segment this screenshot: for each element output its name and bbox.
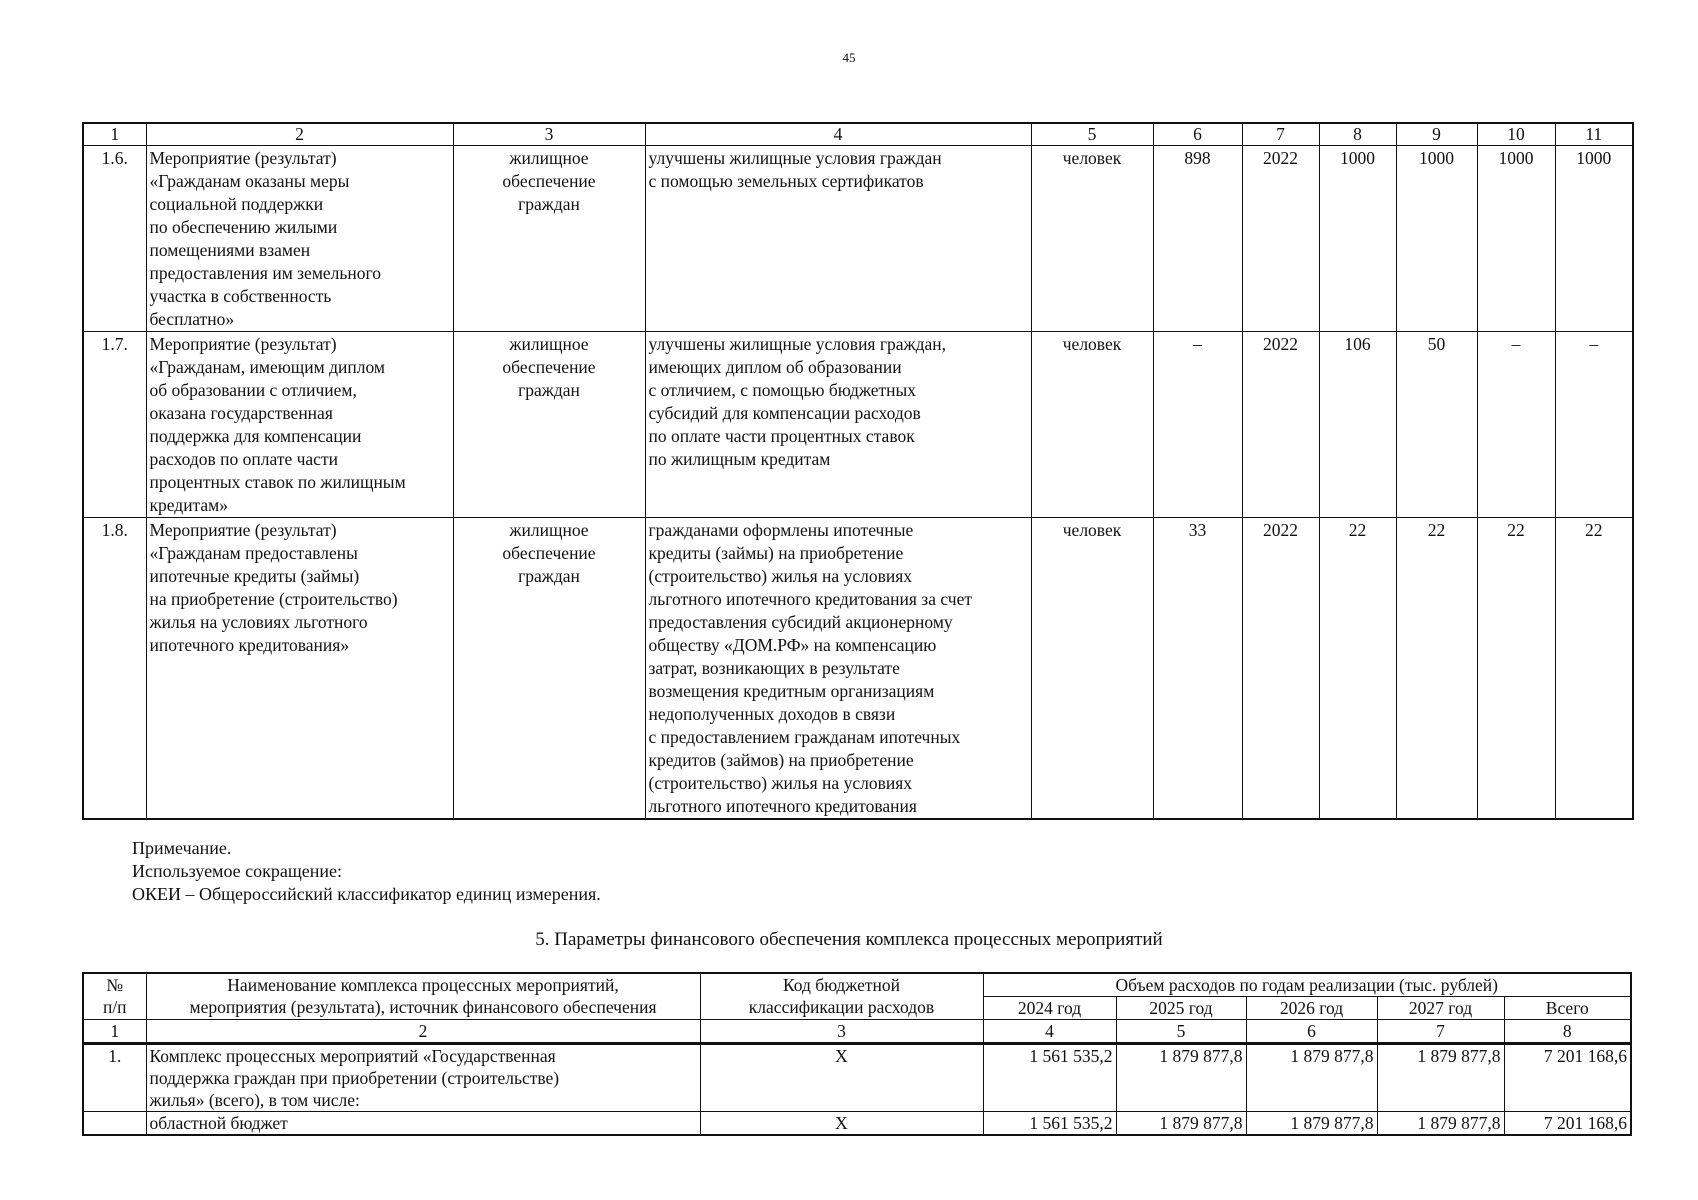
value-2024-cell: 106 <box>1319 332 1396 518</box>
column-number-row <box>83 1020 1631 1044</box>
header-year-2025: 2025 год <box>1116 997 1246 1020</box>
header-total: Всего <box>1504 997 1631 1020</box>
header-year-2027: 2027 год <box>1377 997 1504 1020</box>
column-number: 2 <box>146 123 453 146</box>
value-2025-cell: 1000 <box>1396 146 1477 332</box>
measure-name: Мероприятие (результат) «Гражданам предоставлены ипотечные кредиты (займы) на приобретение (строительство) жилья на условиях льготного ипотечного кредитования» <box>146 518 453 820</box>
column-number: 8 <box>1504 1020 1631 1044</box>
row-number: 1.7. <box>83 332 146 518</box>
column-number: 3 <box>700 1020 983 1044</box>
table-row <box>83 518 1633 820</box>
amount-total: 7 201 168,6 <box>1504 1044 1631 1112</box>
value-2026-cell: 22 <box>1477 518 1555 820</box>
unit-cell: человек <box>1031 146 1153 332</box>
row-number: 1.8. <box>83 518 146 820</box>
column-number: 4 <box>983 1020 1116 1044</box>
column-number: 8 <box>1319 123 1396 146</box>
value-2026-cell: 1000 <box>1477 146 1555 332</box>
column-number: 5 <box>1116 1020 1246 1044</box>
amount-2024: 1 561 535,2 <box>983 1044 1116 1112</box>
header-year-2026: 2026 год <box>1246 997 1377 1020</box>
column-number: 7 <box>1242 123 1319 146</box>
result-description: гражданами оформлены ипотечные кредиты (займы) на приобретение (строительство) жилья на условиях льготного ипотечного кредитования за счет предоставления субсидий акционерному обществу «ДОМ.РФ» на компенсацию затрат, возникающих в результате возмещения кредитным организациям недополученных доходов в связи с предоставлением гражданам ипотечных кредитов (займов) на приобретение (строительство) жилья на условиях льготного ипотечного кредитования <box>645 518 1031 820</box>
column-number: 4 <box>645 123 1031 146</box>
amount-2027: 1 879 877,8 <box>1377 1044 1504 1112</box>
column-number: 11 <box>1555 123 1633 146</box>
amount-2025: 1 879 877,8 <box>1116 1112 1246 1136</box>
value-2025-cell: 22 <box>1396 518 1477 820</box>
base-year-cell: 2022 <box>1242 518 1319 820</box>
base-value-cell: 33 <box>1153 518 1242 820</box>
complex-name: Комплекс процессных мероприятий «Государственная поддержка граждан при приобретении (строительстве) жилья» (всего), в том числе: <box>146 1044 700 1112</box>
budget-code: Х <box>700 1112 983 1136</box>
value-2024-cell: 1000 <box>1319 146 1396 332</box>
column-number: 6 <box>1153 123 1242 146</box>
header-expense-volume: Объем расходов по годам реализации (тыс. рублей) <box>983 973 1631 997</box>
column-number: 10 <box>1477 123 1555 146</box>
base-year-cell: 2022 <box>1242 146 1319 332</box>
column-number-row <box>83 123 1633 146</box>
amount-2024: 1 561 535,2 <box>983 1112 1116 1136</box>
notes-block <box>132 837 601 906</box>
unit-cell: человек <box>1031 518 1153 820</box>
header-row <box>83 973 1631 997</box>
header-budget-code: Код бюджетной классификации расходов <box>700 973 983 1020</box>
result-description: улучшены жилищные условия граждан с помощью земельных сертификатов <box>645 146 1031 332</box>
base-value-cell: 898 <box>1153 146 1242 332</box>
budget-code: Х <box>700 1044 983 1112</box>
note-abbreviation: ОКЕИ – Общероссийский классификатор единиц измерения. <box>132 884 601 904</box>
note-abbreviation-heading: Используемое сокращение: <box>132 861 342 881</box>
value-2026-cell: – <box>1477 332 1555 518</box>
note-heading: Примечание. <box>132 838 232 858</box>
table-row <box>83 1112 1631 1136</box>
section-title: 5. Параметры финансового обеспечения комплекса процессных мероприятий <box>535 929 1163 950</box>
value-2024-cell: 22 <box>1319 518 1396 820</box>
row-number: 1. <box>83 1044 146 1112</box>
value-2027-cell: 1000 <box>1555 146 1633 332</box>
measure-name: Мероприятие (результат) «Гражданам, имеющим диплом об образовании с отличием, оказана государственная поддержка для компенсации расходов по оплате части процентных ставок по жилищным кредитам» <box>146 332 453 518</box>
header-number: № п/п <box>83 973 146 1020</box>
measure-name: Мероприятие (результат) «Гражданам оказаны меры социальной поддержки по обеспечению жилыми помещениями взамен предоставления им земельного участка в собственность бесплатно» <box>146 146 453 332</box>
column-number: 1 <box>83 123 146 146</box>
measures-table <box>82 122 1634 820</box>
column-number: 9 <box>1396 123 1477 146</box>
result-description: улучшены жилищные условия граждан, имеющих диплом об образовании с отличием, с помощью бюджетных субсидий для компенсации расходов по оплате части процентных ставок по жилищным кредитам <box>645 332 1031 518</box>
finance-table <box>82 972 1632 1136</box>
header-year-2024: 2024 год <box>983 997 1116 1020</box>
table-row <box>83 146 1633 332</box>
row-number <box>83 1112 146 1136</box>
column-number: 1 <box>83 1020 146 1044</box>
base-year-cell: 2022 <box>1242 332 1319 518</box>
unit-cell: человек <box>1031 332 1153 518</box>
column-number: 7 <box>1377 1020 1504 1044</box>
table-row <box>83 332 1633 518</box>
value-2027-cell: 22 <box>1555 518 1633 820</box>
measure-type: жилищное обеспечение граждан <box>453 332 645 518</box>
value-2027-cell: – <box>1555 332 1633 518</box>
amount-2026: 1 879 877,8 <box>1246 1044 1377 1112</box>
column-number: 3 <box>453 123 645 146</box>
measure-type: жилищное обеспечение граждан <box>453 146 645 332</box>
column-number: 6 <box>1246 1020 1377 1044</box>
value-2025-cell: 50 <box>1396 332 1477 518</box>
column-number: 2 <box>146 1020 700 1044</box>
amount-2027: 1 879 877,8 <box>1377 1112 1504 1136</box>
measure-type: жилищное обеспечение граждан <box>453 518 645 820</box>
amount-2026: 1 879 877,8 <box>1246 1112 1377 1136</box>
table-row <box>83 1044 1631 1112</box>
header-name: Наименование комплекса процессных мероприятий, мероприятия (результата), источник финансового обеспечения <box>146 973 700 1020</box>
amount-total: 7 201 168,6 <box>1504 1112 1631 1136</box>
row-number: 1.6. <box>83 146 146 332</box>
base-value-cell: – <box>1153 332 1242 518</box>
page-number: 45 <box>842 50 856 65</box>
amount-2025: 1 879 877,8 <box>1116 1044 1246 1112</box>
column-number: 5 <box>1031 123 1153 146</box>
funding-source: областной бюджет <box>146 1112 700 1136</box>
